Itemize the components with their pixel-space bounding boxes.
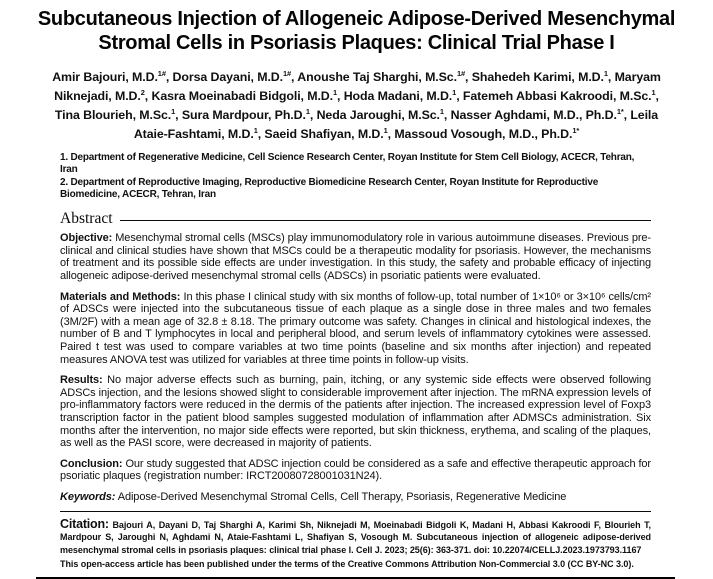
author-name: Nasser Aghdami, M.D., Ph.D.$^{1*}$, — [450, 106, 631, 122]
author-name: Dorsa Dayani, M.D.$^{1\#}$, — [172, 68, 298, 84]
results-label: Results: — [60, 374, 103, 387]
keywords — [60, 491, 651, 504]
author-name: Leila Ataie-Fashtami, M.D.$^1$, — [133, 108, 659, 141]
paper-title — [16, 7, 697, 55]
abstract-results — [60, 374, 651, 450]
abstract-conclusion — [60, 458, 651, 483]
objective-text: Mesenchymal stromal cells (MSCs) play immunomodulatory role in various autoimmune diseases. Previous pre-clinical and clinical studies have shown that MSCs could be a therapeutic modality for psoriasis. However, the mechanisms of treatment and its possible side effects are under investigation. In this study, the safety and probable efficacy of injecting allogeneic adipose-derived mesenchymal stromal cells (ADSCs) in psoriatic patients were evaluated. — [60, 232, 651, 282]
abstract-heading-label: Abstract — [60, 210, 113, 228]
keywords-text: Adipose-Derived Mesenchymal Stromal Cells, Cell Therapy, Psoriasis, Regenerative Medicine — [117, 490, 567, 503]
author-name: Massoud Vosough, M.D., Ph.D.$^{1*}$ — [394, 125, 580, 141]
materials-methods-label: Materials and Methods: — [60, 290, 181, 303]
citation-label: Citation: — [60, 516, 109, 531]
abstract-objective — [60, 232, 651, 282]
paper-title-line-1: Subcutaneous Injection of Allogeneic Adipose-Derived Mesenchymal — [37, 8, 676, 30]
affiliation-2: 2. Department of Reproductive Imaging, Reproductive Biomedicine Research Center, Royan Institute for Reproductive Biomedicine, ACECR, Tehran, Iran — [60, 176, 599, 200]
conclusion-text: Our study suggested that ADSC injection could be considered as a safe and effective therapeutic approach for psoriatic plaques (registration number: IRCT20080728001031N24). — [60, 457, 651, 483]
author-list — [50, 68, 663, 144]
author-name: Kasra Moeinabadi Bidgoli, M.D.$^1$, — [151, 87, 344, 103]
paper-title-line-2: Stromal Cells in Psoriasis Plaques: Clinical Trial Phase I — [98, 32, 615, 54]
affiliation-1: 1. Department of Regenerative Medicine, Cell Science Research Center, Royan Institute for Stem Cell Biology, ACECR, Tehran, Iran — [60, 152, 635, 176]
abstract-materials-methods — [60, 291, 651, 367]
author-name: Neda Jaroughi, M.Sc.$^1$, — [316, 106, 451, 122]
author-name: Tina Blourieh, M.Sc.$^1$, — [54, 106, 182, 122]
author-name: Fatemeh Abbasi Kakroodi, M.Sc.$^1$, — [462, 87, 659, 103]
keywords-citation-divider — [60, 511, 651, 512]
citation-text: Bajouri A, Dayani D, Taj Sharghi A, Karimi Sh, Niknejadi M, Moeinabadi Bidgoli K, Madani H, Abbasi Kakroodi F, Blourieh T, Mardpour S, Jaroughi N, Aghdami N, Ataie-Fashtami L, Shafiyan S, Vosough M. Subcutaneous injection of allogeneic adipose-derived mesenchymal stromal cells in psoriasis plaques: clinical trial phase I. Cell J. 2023; 25(6): 363-371. doi: 10.22074/CELLJ.2023.1973793.1167 — [60, 519, 651, 555]
author-name: Sura Mardpour, Ph.D.$^1$, — [181, 106, 317, 122]
author-name: Maryam Niknejadi, M.D.$^2$, — [54, 70, 661, 103]
keywords-label: Keywords: — [60, 490, 116, 503]
author-name: Amir Bajouri, M.D.$^{1\#}$, — [52, 68, 173, 84]
conclusion-label: Conclusion: — [60, 457, 123, 470]
author-name: Shahedeh Karimi, M.D.$^1$, — [471, 68, 615, 84]
affiliations — [60, 152, 651, 201]
abstract-heading — [60, 210, 651, 228]
abstract-heading-rule — [120, 220, 651, 221]
results-text: No major adverse effects such as burning, pain, itching, or any systemic side effects were observed following ADSCs injection, and the lesions showed slight to considerable improvement after injection. The mRNA expression levels of pro-inflammatory factors were reduced in the dermis of the patients after injection. The increased expression level of Foxp3 transcription factor in the patient blood samples suggested modulation of inflammation after ADMSCs administration. Six months after the intervention, no major side effects were reported, but skin thickness, erythema, and scaling of the plaques, as well as the PASI score, were decreased in majority of patients. — [60, 374, 651, 450]
citation — [60, 518, 651, 557]
author-name: Hoda Madani, M.D.$^1$, — [343, 87, 463, 103]
author-name: Anoushe Taj Sharghi, M.Sc.$^{1\#}$, — [297, 68, 472, 84]
license-note: This open-access article has been published under the terms of the Creative Commons Attribution Non-Commercial 3.0 (CC BY-NC 3.0). — [60, 559, 634, 570]
author-name: Saeid Shafiyan, M.D.$^1$, — [264, 125, 395, 141]
objective-label: Objective: — [60, 232, 113, 245]
materials-methods-text: In this phase I clinical study with six months of follow-up, total number of 1×10⁶ or 3×10⁶ cells/cm² of ADSCs were injected into the subcutaneous tissue of each plaque as a single dose in three males and two females (3M/2F) with a mean age of 32.8 ± 8.18. The primary outcome was safety. Changes in clinical and histological indexes, the number of B and T lymphocytes in local and peripheral blood, and serum levels of inflammatory cytokines were assessed. Paired t test was used to compare variables at two time points (baseline and six months after injection) and repeated measures ANOVA test was utilized for variables at three time points in follow-up visits. — [60, 290, 651, 366]
abstract-body — [0, 232, 713, 504]
